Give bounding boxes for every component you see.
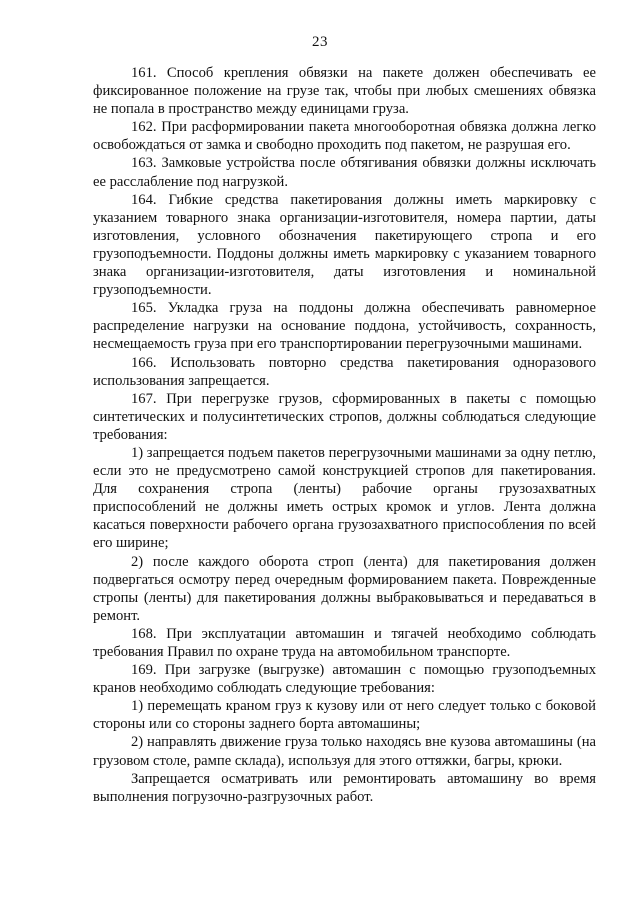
paragraph-164: 164. Гибкие средства пакетирования должны иметь маркировку с указанием товарного знака организации-изготовителя, номера партии, даты изготовления, условного обозначения пакетирующего стропа и его грузоподъемности. Поддоны должны иметь маркировку с указанием товарного знака организации-изготовителя, даты изготовления и номинальной грузоподъемности. <box>93 191 596 299</box>
paragraph-165: 165. Укладка груза на поддоны должна обеспечивать равномерное распределение нагрузки на основание поддона, устойчивость, сохранность, несмещаемость груза при его транспортировании перегрузочными машинами. <box>93 300 596 353</box>
document-body <box>93 64 596 806</box>
paragraph-166: 166. Использовать повторно средства пакетирования одноразового использования запрещается. <box>93 354 596 389</box>
paragraph-168: 168. При эксплуатации автомашин и тягачей необходимо соблюдать требования Правил по охране труда на автомобильном транспорте. <box>93 625 596 660</box>
paragraph-167-item-2: 2) после каждого оборота строп (лента) для пакетирования должен подвергаться осмотру перед очередным формированием пакета. Поврежденные стропы (ленты) для пакетирования должны выбраковываться и передаваться в ремонт. <box>93 553 596 624</box>
paragraph-169-item-1: 1) перемещать краном груз к кузову или от него следует только с боковой стороны или со стороны заднего борта автомашины; <box>93 698 596 733</box>
paragraph-169: 169. При загрузке (выгрузке) автомашин с помощью грузоподъемных кранов необходимо соблюдать следующие требования: <box>93 662 596 697</box>
paragraph-162: 162. При расформировании пакета многооборотная обвязка должна легко освобождаться от замка и свободно проходить под пакетом, не разрушая его. <box>93 119 596 154</box>
paragraph-163: 163. Замковые устройства после обтягивания обвязки должны исключать ее расслабление под нагрузкой. <box>93 155 596 190</box>
paragraph-169-note: Запрещается осматривать или ремонтировать автомашину во время выполнения погрузочно-разгрузочных работ. <box>93 770 596 805</box>
page-number: 23 <box>312 34 328 50</box>
paragraph-167: 167. При перегрузке грузов, сформированных в пакеты с помощью синтетических и полусинтетических стропов, должны соблюдаться следующие требования: <box>93 390 596 443</box>
paragraph-161: 161. Способ крепления обвязки на пакете должен обеспечивать ее фиксированное положение на грузе так, чтобы при любых смешениях обвязка не попала в пространство между единицами груза. <box>93 65 596 118</box>
paragraph-167-item-1: 1) запрещается подъем пакетов перегрузочными машинами за одну петлю, если это не предусмотрено самой конструкцией стропов для пакетирования. Для сохранения стропа (ленты) рабочие органы грузозахватных приспособлений не должны иметь острых кромок и углов. Лента должна касаться поверхности рабочего органа грузозахватного приспособления по всей его ширине; <box>93 444 596 552</box>
paragraph-169-item-2: 2) направлять движение груза только находясь вне кузова автомашины (на грузовом столе, рампе склада), используя для этого оттяжки, багры, крюки. <box>93 734 596 769</box>
